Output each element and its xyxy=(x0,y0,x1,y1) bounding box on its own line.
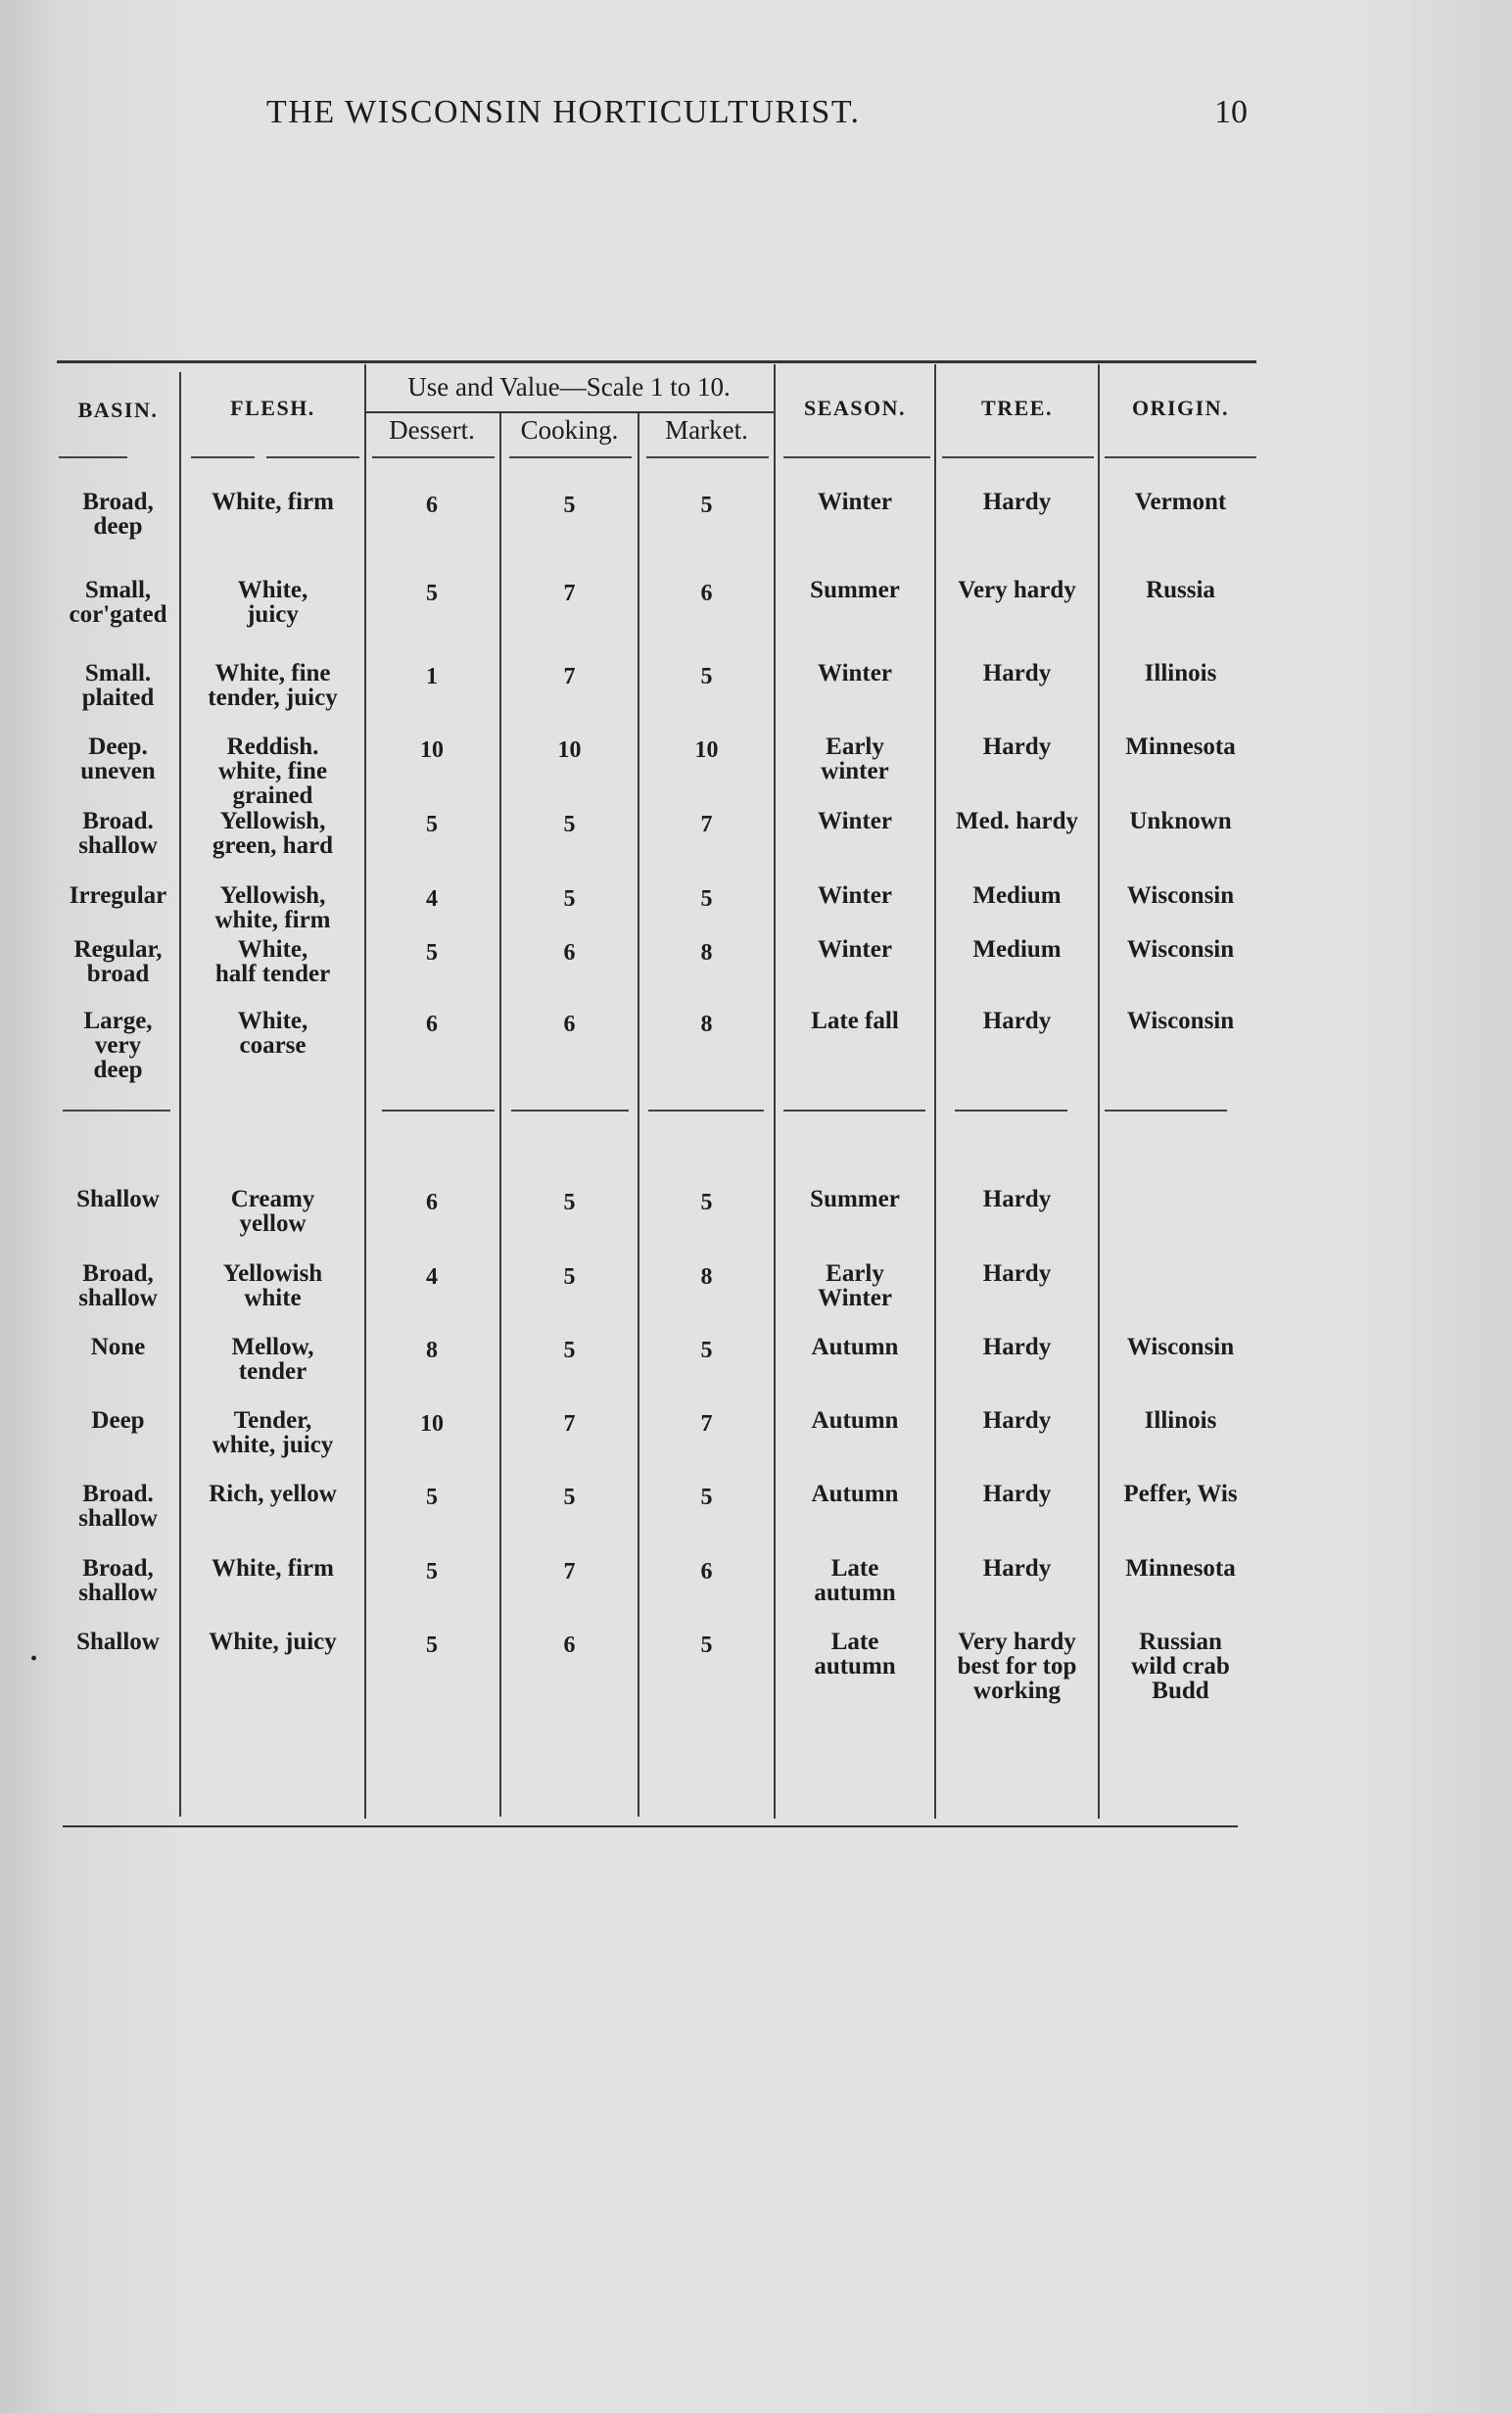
header-basin: BASIN. xyxy=(77,398,159,422)
cell-tree: Med. hardy xyxy=(956,808,1078,834)
cell-season: Summer xyxy=(810,577,900,603)
cell-basin: Large, very deep xyxy=(83,1008,153,1083)
cell-origin: Russian wild crab Budd xyxy=(1131,1629,1230,1704)
section-separator xyxy=(648,1110,764,1112)
cell-dessert: 6 xyxy=(426,493,438,518)
cell-season: Autumn xyxy=(811,1481,899,1507)
cell-season: Late fall xyxy=(811,1008,899,1034)
cell-market: 10 xyxy=(694,737,719,763)
cell-basin: Broad, deep xyxy=(82,489,154,540)
cell-cooking: 5 xyxy=(563,1485,576,1510)
section-separator xyxy=(955,1110,1067,1112)
cell-market: 5 xyxy=(700,493,713,518)
cell-cooking: 5 xyxy=(563,886,576,912)
cell-season: Late autumn xyxy=(814,1629,896,1680)
header-separator xyxy=(266,456,359,458)
cell-tree: Hardy xyxy=(982,733,1052,760)
cell-season: Summer xyxy=(810,1186,900,1212)
cell-basin: Deep xyxy=(91,1407,145,1434)
cell-tree: Hardy xyxy=(982,1008,1052,1034)
cell-flesh: Yellowish, green, hard xyxy=(212,808,334,859)
cell-dessert: 6 xyxy=(426,1190,438,1215)
cell-origin: Wisconsin xyxy=(1126,882,1235,909)
column-divider xyxy=(638,413,639,1817)
cell-dessert: 1 xyxy=(426,664,438,689)
cell-tree: Hardy xyxy=(982,660,1052,686)
cell-flesh: White, juicy xyxy=(209,1629,337,1655)
cell-flesh: Rich, yellow xyxy=(209,1481,337,1507)
cell-basin: Broad. shallow xyxy=(78,1481,158,1532)
cell-origin: Vermont xyxy=(1134,489,1227,515)
cell-market: 5 xyxy=(700,1190,713,1215)
cell-dessert: 4 xyxy=(426,1264,438,1290)
cell-cooking: 6 xyxy=(563,940,576,966)
cell-basin: Shallow xyxy=(76,1186,160,1212)
section-separator xyxy=(511,1110,629,1112)
cell-market: 5 xyxy=(700,1338,713,1363)
cell-cooking: 6 xyxy=(563,1012,576,1037)
cell-origin: Wisconsin xyxy=(1126,1008,1235,1034)
running-title: THE WISCONSIN HORTICULTURIST. xyxy=(266,94,861,130)
header-cooking: Cooking. xyxy=(520,415,619,445)
cell-flesh: Yellowish, white, firm xyxy=(214,882,331,933)
cell-season: Winter xyxy=(818,882,892,909)
column-divider xyxy=(499,413,501,1817)
cell-flesh: White, juicy xyxy=(237,577,308,628)
cell-market: 6 xyxy=(700,581,713,606)
cell-season: Early winter xyxy=(821,733,889,784)
header-origin: ORIGIN. xyxy=(1131,396,1230,420)
cell-cooking: 5 xyxy=(563,812,576,837)
cell-market: 5 xyxy=(700,1632,713,1658)
cell-cooking: 5 xyxy=(563,1338,576,1363)
cell-cooking: 5 xyxy=(563,493,576,518)
cell-market: 8 xyxy=(700,1264,713,1290)
cell-season: Winter xyxy=(818,489,892,515)
cell-market: 7 xyxy=(700,812,713,837)
header-separator xyxy=(942,456,1094,458)
header-tree: TREE. xyxy=(981,396,1053,420)
cell-tree: Hardy xyxy=(982,1555,1052,1582)
cell-market: 7 xyxy=(700,1411,713,1437)
cell-dessert: 5 xyxy=(426,581,438,606)
header-separator xyxy=(509,456,632,458)
cell-basin: Regular, broad xyxy=(73,936,163,987)
cell-cooking: 7 xyxy=(563,1411,576,1437)
cell-flesh: Tender, white, juicy xyxy=(212,1407,334,1458)
cell-season: Late autumn xyxy=(814,1555,896,1606)
cell-flesh: White, fine tender, juicy xyxy=(208,660,338,711)
cell-flesh: Creamy yellow xyxy=(230,1186,315,1237)
cell-tree: Medium xyxy=(972,882,1062,909)
cell-basin: Irregular xyxy=(69,882,167,909)
cell-market: 5 xyxy=(700,664,713,689)
cell-flesh: White, half tender xyxy=(214,936,331,987)
section-separator xyxy=(1105,1110,1227,1112)
cell-cooking: 10 xyxy=(557,737,582,763)
cell-tree: Hardy xyxy=(982,1260,1052,1287)
cell-origin: Russia xyxy=(1146,577,1215,603)
header-separator xyxy=(1105,456,1256,458)
section-separator xyxy=(63,1110,170,1112)
header-separator xyxy=(646,456,769,458)
header-separator xyxy=(191,456,255,458)
cell-tree: Hardy xyxy=(982,1186,1052,1212)
cell-dessert: 8 xyxy=(426,1338,438,1363)
cell-origin: Illinois xyxy=(1144,660,1217,686)
cell-tree: Very hardy best for top working xyxy=(957,1629,1077,1704)
cell-season: Early Winter xyxy=(818,1260,892,1311)
cell-dessert: 10 xyxy=(420,737,444,763)
cell-season: Winter xyxy=(818,808,892,834)
cell-dessert: 6 xyxy=(426,1012,438,1037)
cell-basin: Shallow xyxy=(76,1629,160,1655)
cell-basin: Broad. shallow xyxy=(78,808,158,859)
header-market: Market. xyxy=(665,415,748,445)
cell-cooking: 7 xyxy=(563,1559,576,1585)
cell-basin: Broad, shallow xyxy=(78,1260,158,1311)
cell-origin: Peffer, Wis xyxy=(1123,1481,1238,1507)
cell-season: Winter xyxy=(818,660,892,686)
cell-dessert: 5 xyxy=(426,1632,438,1658)
cell-origin: Illinois xyxy=(1144,1407,1217,1434)
header-use-value: Use and Value—Scale 1 to 10. xyxy=(407,372,731,402)
cell-cooking: 5 xyxy=(563,1190,576,1215)
cell-basin: Broad, shallow xyxy=(78,1555,158,1606)
cell-origin: Wisconsin xyxy=(1126,1334,1235,1360)
cell-flesh: White, firm xyxy=(212,489,334,515)
cell-market: 8 xyxy=(700,1012,713,1037)
table-top-rule xyxy=(57,360,1256,363)
cell-flesh: Mellow, tender xyxy=(231,1334,314,1385)
header-separator xyxy=(59,456,127,458)
cell-market: 8 xyxy=(700,940,713,966)
page-number: 10 xyxy=(1214,94,1248,130)
use-value-rule xyxy=(364,411,774,413)
cell-dessert: 4 xyxy=(426,886,438,912)
cell-cooking: 5 xyxy=(563,1264,576,1290)
cell-season: Autumn xyxy=(811,1407,899,1434)
cell-flesh: White, coarse xyxy=(237,1008,308,1059)
cell-tree: Very hardy xyxy=(958,577,1076,603)
cell-dessert: 5 xyxy=(426,1485,438,1510)
cell-dessert: 5 xyxy=(426,940,438,966)
cell-basin: None xyxy=(90,1334,146,1360)
section-separator xyxy=(382,1110,495,1112)
header-separator xyxy=(783,456,930,458)
cell-flesh: Reddish. white, fine grained xyxy=(217,733,328,809)
page-header xyxy=(0,94,1512,133)
cell-season: Autumn xyxy=(811,1334,899,1360)
cell-dessert: 10 xyxy=(420,1411,444,1437)
margin-mark: . xyxy=(29,1637,39,1667)
cell-market: 6 xyxy=(700,1559,713,1585)
cell-tree: Hardy xyxy=(982,1407,1052,1434)
header-dessert: Dessert. xyxy=(389,415,475,445)
cell-season: Winter xyxy=(818,936,892,963)
cell-market: 5 xyxy=(700,886,713,912)
cell-cooking: 7 xyxy=(563,664,576,689)
cell-basin: Small, cor'gated xyxy=(69,577,167,628)
cell-tree: Hardy xyxy=(982,1334,1052,1360)
cell-market: 5 xyxy=(700,1485,713,1510)
cell-cooking: 6 xyxy=(563,1632,576,1658)
cell-basin: Small. plaited xyxy=(81,660,155,711)
cell-dessert: 5 xyxy=(426,812,438,837)
header-flesh: FLESH. xyxy=(230,396,315,420)
cell-tree: Hardy xyxy=(982,489,1052,515)
cell-dessert: 5 xyxy=(426,1559,438,1585)
cell-tree: Medium xyxy=(972,936,1062,963)
cell-tree: Hardy xyxy=(982,1481,1052,1507)
table-bottom-rule xyxy=(63,1825,1238,1827)
cell-basin: Deep. uneven xyxy=(80,733,156,784)
cell-flesh: Yellowish white xyxy=(222,1260,323,1311)
cell-origin: Unknown xyxy=(1129,808,1232,834)
header-separator xyxy=(372,456,495,458)
section-separator xyxy=(783,1110,925,1112)
cell-origin: Wisconsin xyxy=(1126,936,1235,963)
cell-flesh: White, firm xyxy=(212,1555,334,1582)
header-season: SEASON. xyxy=(803,396,907,420)
cell-origin: Minnesota xyxy=(1125,1555,1236,1582)
cell-origin: Minnesota xyxy=(1125,733,1236,760)
cell-cooking: 7 xyxy=(563,581,576,606)
